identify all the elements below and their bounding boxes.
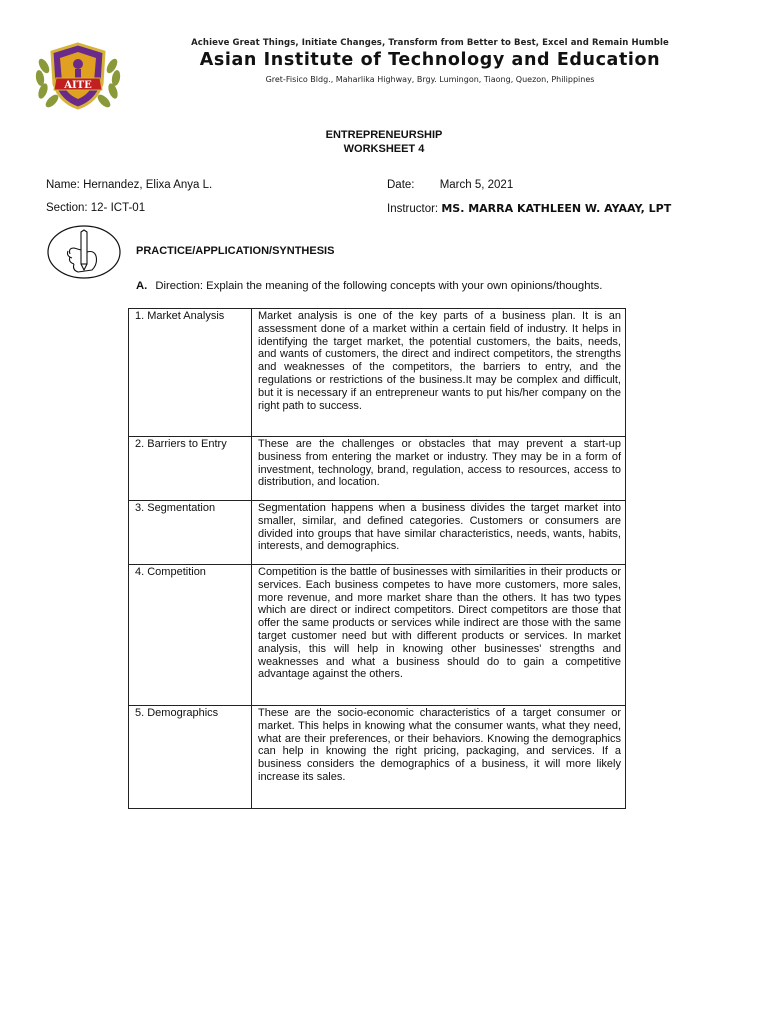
term-cell: 2. Barriers to Entry — [129, 437, 252, 501]
name-row — [46, 179, 212, 191]
section-row — [46, 202, 145, 214]
table-row — [129, 437, 626, 501]
definition-cell: Segmentation happens when a business divides the target market into smaller, similar, and defined categories. Customers or consumers are divided into groups that have similar characteristics, needs, wants, habits, interests, and demographics. — [252, 501, 626, 565]
definition-cell: These are the challenges or obstacles that may prevent a start-up business from entering the market or industry. They may be in a form of investment, technology, brand, regulation, access to resources, access to distribution, and location. — [252, 437, 626, 501]
concepts-table — [128, 308, 626, 809]
table-row — [129, 706, 626, 809]
section-label: Section: — [46, 202, 88, 214]
school-motto: Achieve Great Things, Initiate Changes, Transform from Better to Best, Excel and Remain Humble — [191, 38, 669, 48]
section-value: 12- ICT-01 — [90, 202, 146, 214]
subject-title: ENTREPRENEURSHIP — [325, 129, 443, 141]
practice-heading: PRACTICE/APPLICATION/SYNTHESIS — [136, 245, 335, 257]
instructor-row — [387, 202, 671, 215]
pencil-hand-icon — [46, 224, 122, 280]
direction-text: Direction: Explain the meaning of the following concepts with your own opinions/thoughts. — [155, 280, 603, 292]
instructor-label: Instructor: — [387, 203, 439, 215]
term-cell: 3. Segmentation — [129, 501, 252, 565]
direction-line — [136, 280, 602, 292]
table-row — [129, 309, 626, 437]
definition-cell: Competition is the battle of businesses with similarities in their products or services. Each business competes to have more customers, more sales, more revenue, and more market share than the others. It has two types which are direct or indirect competitors. Direct competitors are those that offer the same products or services while indirect are those with the same target customer need but with different products or services. In market analysis, this will help in knowing other businesses' strengths and weaknesses and what a business should do to gain a competitive advantage against the others. — [252, 565, 626, 706]
name-value: Hernandez, Elixa Anya L. — [83, 179, 213, 191]
date-row — [387, 179, 513, 191]
term-cell: 1. Market Analysis — [129, 309, 252, 437]
table-row — [129, 501, 626, 565]
logo-text: AITE — [64, 80, 92, 91]
instructor-value: MS. MARRA KATHLEEN W. AYAAY, LPT — [441, 202, 672, 215]
date-value: March 5, 2021 — [439, 179, 514, 191]
name-label: Name: — [46, 179, 80, 191]
worksheet-title: WORKSHEET 4 — [343, 143, 425, 155]
term-cell: 5. Demographics — [129, 706, 252, 809]
school-address: Gret-Fisico Bldg., Maharlika Highway, Brgy. Lumingon, Tiaong, Quezon, Philippines — [265, 75, 595, 84]
school-logo — [30, 36, 126, 116]
definition-cell: These are the socio-economic characteristics of a target consumer or market. This helps in knowing what the consumer wants, what they need, what are their preferences, or their behaviors. Knowing the demographics can help in knowing the right pricing, packaging, and services. If a business considers the demographics of a business, it will more likely increase its sales. — [252, 706, 626, 809]
definition-cell: Market analysis is one of the key parts of a business plan. It is an assessment done of a market within a certain field of industry. It helps in identifying the target market, the potential customers, the baits, needs, and wants of customers, the direct and indirect competitors, the strengths and weaknesses of the competitors, the barriers to entry, and the regulations or restrictions of the business.It may be complex and difficult, but it is necessary if an entrepreneur wants to put his/her company on the right path to success. — [252, 309, 626, 437]
table-row — [129, 565, 626, 706]
term-cell: 4. Competition — [129, 565, 252, 706]
school-name: Asian Institute of Technology and Education — [199, 50, 661, 70]
direction-letter: A. — [136, 280, 148, 292]
date-label: Date: — [387, 179, 415, 191]
